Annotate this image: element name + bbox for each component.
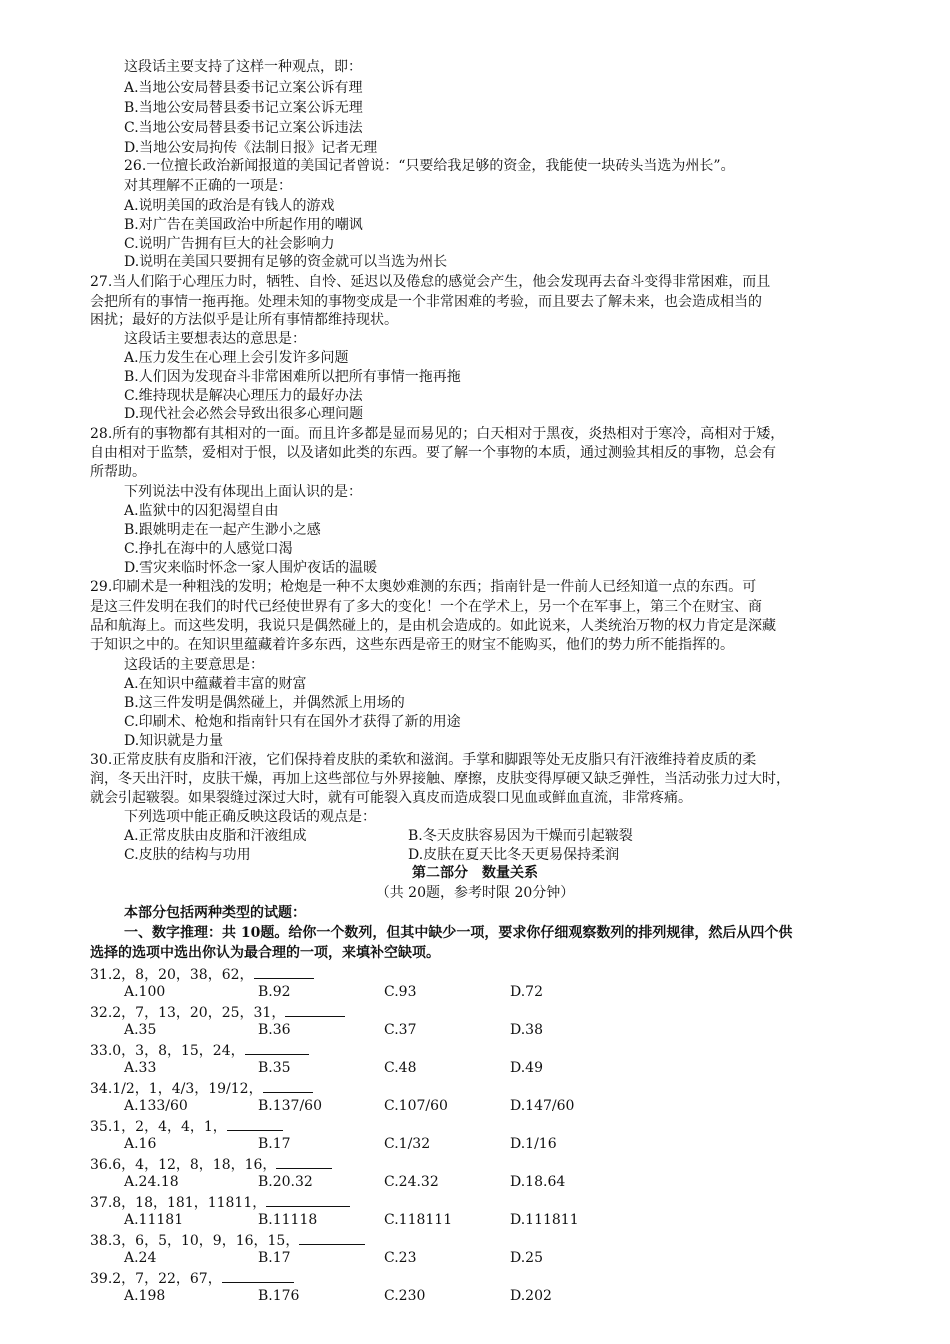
q27-option-a: A.压力发生在心理上会引发许多问题 [124,350,349,366]
q30-line-1: 30.正常皮肤有皮脂和汗液，它们保持着皮肤的柔软和滋润。手掌和脚跟等处无皮脂只有汗液维持着皮质的柔 [90,752,757,768]
q25-option-c: C.当地公安局替县委书记立案公诉违法 [124,120,363,136]
q34-option-b: B.137/60 [258,1098,322,1114]
q28-line-2: 自由相对于监禁，爱相对于恨，以及诸如此类的东西。要了解一个事物的本质，通过测验其相反的事物，总会有 [90,445,776,461]
q30-option-c: C.皮肤的结构与功用 [124,847,251,863]
q29-option-c: C.印刷术、枪炮和指南针只有在国外才获得了新的用途 [124,714,461,730]
q30-line-2: 润，冬天出汗时，皮肤干燥，再加上这些部位与外界接触、摩擦，皮肤变得厚硬又缺乏弹性，当活动张力过大时， [90,771,790,787]
q33-option-d: D.49 [510,1060,543,1076]
q34-option-c: C.107/60 [384,1098,448,1114]
q27-option-d: D.现代社会必然会导致出很多心理问题 [124,406,364,422]
q33-sequence: 33.0，3，8，15，24， [90,1040,309,1061]
q36-sequence: 36.6，4，12，8，18，16， [90,1154,332,1175]
q25-option-b: B.当地公安局替县委书记立案公诉无理 [124,100,363,116]
q26-option-a: A.说明美国的政治是有钱人的游戏 [124,198,335,214]
q31-option-a: A.100 [124,984,166,1000]
q30-stem: 下列选项中能正确反映这段话的观点是： [124,809,376,825]
q26-option-b: B.对广告在美国政治中所起作用的嘲讽 [124,217,363,233]
q26-stem: 对其理解不正确的一项是： [124,178,292,194]
q34-option-d: D.147/60 [510,1098,575,1114]
q26-text: 26.一位擅长政治新闻报道的美国记者曾说：“只要给我足够的资金，我能使一块砖头当选为州长”。 [124,158,735,174]
answer-blank [254,964,314,979]
q35-option-d: D.1/16 [510,1136,557,1152]
q25-stem: 这段话主要支持了这样一种观点，即： [124,59,362,75]
q28-option-d: D.雪灾来临时怀念一家人围炉夜话的温暖 [124,560,378,576]
q29-option-a: A.在知识中蕴藏着丰富的财富 [124,676,307,692]
q28-line-1: 28.所有的事物都有其相对的一面。而且许多都是显而易见的；白天相对于黑夜，炎热相对于寒冷，高相对于矮， [90,426,785,442]
q39-option-a: A.198 [124,1288,166,1304]
q30-option-b: B.冬天皮肤容易因为干燥而引起皲裂 [408,828,633,844]
answer-blank [227,1116,283,1131]
q35-option-b: B.17 [258,1136,291,1152]
q32-option-c: C.37 [384,1022,417,1038]
q36-option-c: C.24.32 [384,1174,439,1190]
q37-option-c: C.118111 [384,1212,453,1228]
q35-option-c: C.1/32 [384,1136,431,1152]
q29-line-2: 是这三件发明在我们的时代已经使世界有了多大的变化！一个在学术上，另一个在军事上，第三个在财宝、商 [90,599,762,615]
q36-option-d: D.18.64 [510,1174,566,1190]
q29-option-d: D.知识就是力量 [124,733,224,749]
q38-option-d: D.25 [510,1250,543,1266]
answer-blank [222,1268,294,1283]
q27-option-c: C.维持现状是解决心理压力的最好办法 [124,388,363,404]
answer-blank [245,1040,309,1055]
q29-option-b: B.这三件发明是偶然碰上，并偶然派上用场的 [124,695,405,711]
section-intro-line-1: 一、数字推理：共 10题。给你一个数列，但其中缺少一项，要求你仔细观察数列的排列规律，然后从四个供 [124,925,793,941]
q29-stem: 这段话的主要意思是： [124,657,264,673]
q35-sequence: 35.1，2，4，4，1， [90,1116,283,1137]
q28-option-b: B.跟姚明走在一起产生渺小之感 [124,522,321,538]
q34-sequence: 34.1/2，1，4/3，19/12， [90,1078,313,1099]
q38-option-b: B.17 [258,1250,291,1266]
q28-option-a: A.监狱中的囚犯渴望自由 [124,503,279,519]
q39-option-c: C.230 [384,1288,426,1304]
q36-option-b: B.20.32 [258,1174,313,1190]
q31-option-c: C.93 [384,984,417,1000]
q37-option-a: A.11181 [124,1212,184,1228]
q32-option-d: D.38 [510,1022,543,1038]
q39-option-d: D.202 [510,1288,552,1304]
q35-option-a: A.16 [124,1136,157,1152]
q39-sequence: 39.2，7，22，67， [90,1268,294,1289]
answer-blank [285,1002,345,1017]
q25-option-a: A.当地公安局替县委书记立案公诉有理 [124,80,363,96]
q29-line-3: 品和航海上。而这些发明，我说只是偶然碰上的，是由机会造成的。如此说来，人类统治万物的权力肯定是深藏 [90,618,776,634]
q26-option-c: C.说明广告拥有巨大的社会影响力 [124,236,335,252]
q37-option-b: B.11118 [258,1212,318,1228]
q37-option-d: D.111811 [510,1212,579,1228]
q32-sequence: 32.2，7，13，20，25，31， [90,1002,345,1023]
q28-option-c: C.挣扎在海中的人感觉口渴 [124,541,293,557]
q28-line-3: 所帮助。 [90,464,146,480]
q32-option-b: B.36 [258,1022,291,1038]
q27-line-1: 27.当人们陷于心理压力时，牺牲、自怜、延迟以及倦怠的感觉会产生，他会发现再去奋斗变得非常困难，而且 [90,274,771,290]
q34-option-a: A.133/60 [124,1098,188,1114]
q26-option-d: D.说明在美国只要拥有足够的资金就可以当选为州长 [124,254,448,270]
answer-blank [266,1192,350,1207]
q30-line-3: 就会引起皲裂。如果裂缝过深过大时，就有可能裂入真皮而造成裂口见血或鲜血直流，非常疼痛。 [90,790,692,806]
q33-option-c: C.48 [384,1060,417,1076]
q27-stem: 这段话主要想表达的意思是： [124,331,306,347]
section-intro-line-2: 选择的选项中选出你认为最合理的一项，来填补空缺项。 [90,945,440,961]
q28-stem: 下列说法中没有体现出上面认识的是： [124,484,362,500]
q29-line-1: 29.印刷术是一种粗浅的发明；枪炮是一种不太奥妙难测的东西；指南针是一件前人已经知道一点的东西。可 [90,579,757,595]
q39-option-b: B.176 [258,1288,300,1304]
q29-line-4: 于知识之中的。在知识里蕴藏着许多东西，这些东西是帝王的财宝不能购买，他们的势力所不能指挥的。 [90,637,734,653]
part2-intro: 本部分包括两种类型的试题： [124,905,306,921]
q27-option-b: B.人们因为发现奋斗非常困难所以把所有事情一拖再拖 [124,369,461,385]
q38-option-c: C.23 [384,1250,417,1266]
q27-line-3: 困扰；最好的方法似乎是让所有事情都维持现状。 [90,312,398,328]
q31-option-d: D.72 [510,984,543,1000]
q30-option-d: D.皮肤在夏天比冬天更易保持柔润 [408,847,620,863]
answer-blank [276,1154,332,1169]
q30-option-a: A.正常皮肤由皮脂和汗液组成 [124,828,307,844]
q33-option-a: A.33 [124,1060,157,1076]
q32-option-a: A.35 [124,1022,157,1038]
q27-line-2: 会把所有的事情一拖再拖。处理未知的事物变成是一个非常困难的考验，而且要去了解未来，也会造成相当的 [90,294,762,310]
q37-sequence: 37.8，18，181，11811， [90,1192,350,1213]
part2-subtitle: （共 20题，参考时限 20分钟） [375,885,575,901]
q31-option-b: B.92 [258,984,291,1000]
q25-option-d: D.当地公安局拘传《法制日报》记者无理 [124,140,378,156]
q33-option-b: B.35 [258,1060,291,1076]
q36-option-a: A.24.18 [124,1174,179,1190]
q38-option-a: A.24 [124,1250,157,1266]
answer-blank [263,1078,313,1093]
part2-title: 第二部分 数量关系 [412,865,538,881]
q31-sequence: 31.2，8，20，38，62， [90,964,314,985]
answer-blank [299,1230,365,1245]
q38-sequence: 38.3，6，5，10，9，16，15， [90,1230,365,1251]
